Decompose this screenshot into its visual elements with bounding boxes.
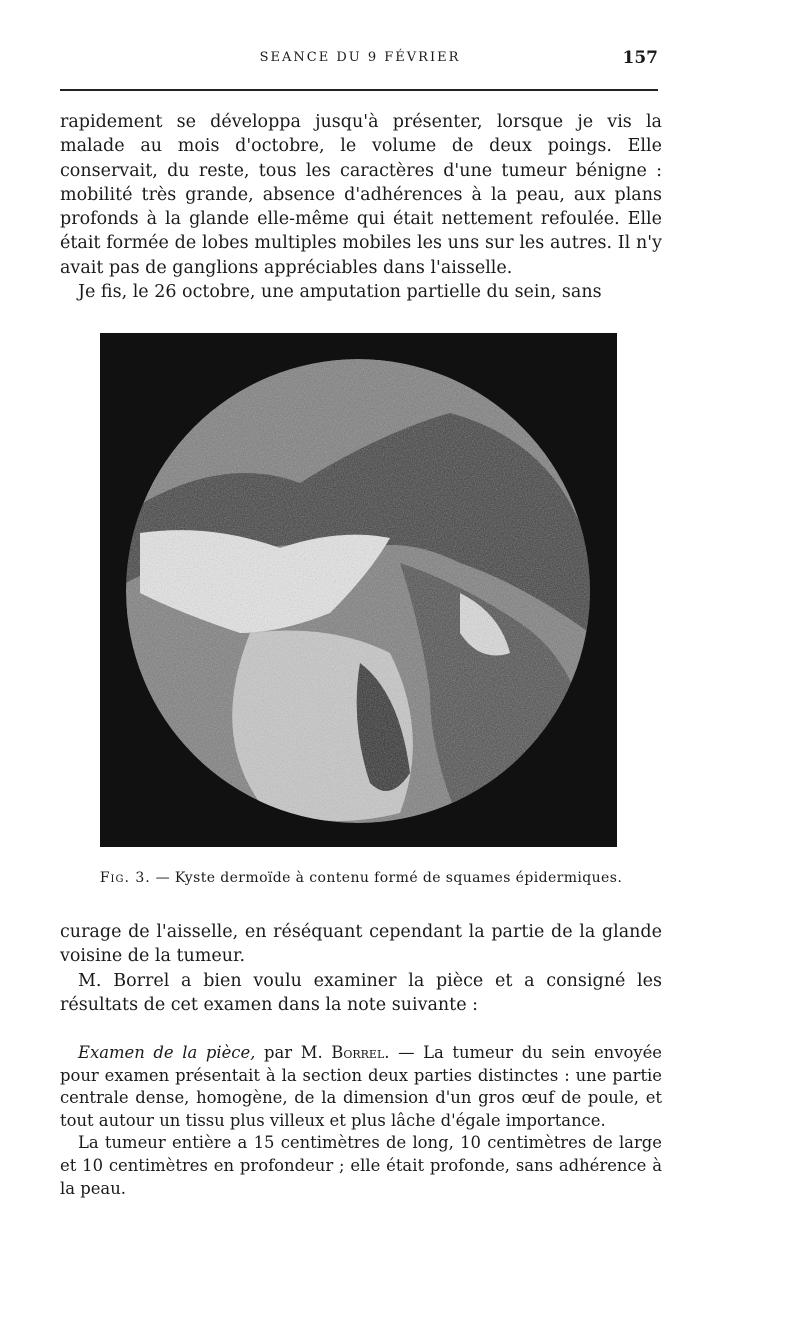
body-text-middle xyxy=(60,920,662,1017)
paragraph-examen xyxy=(60,1042,662,1132)
figure-label: Fig. 3. xyxy=(99,870,151,886)
figure-caption xyxy=(60,870,662,886)
page-header xyxy=(60,48,660,74)
body-text-top xyxy=(60,110,662,304)
page-number: 157 xyxy=(622,48,658,68)
paragraph-borrel-intro: M. Borrel a bien voulu examiner la pièce et a consigné les résultats de cet examen dans la note suivante : xyxy=(60,970,662,1015)
examen-author: Borrel xyxy=(331,1043,385,1062)
paragraph-tumor-description: rapidement se développa jusqu'à présenter, lorsque je vis la malade au mois d'octobre, le volume de deux poings. Elle conservait, du reste, tous les caractères d'une tumeur bénigne : mobilité très grande, absence d'adhérences à la peau, aux plans profonds à la glande elle-même qui était nettement refoulée. Elle était formée de lobes multiples mobiles les uns sur les autres. Il n'y avait pas de ganglions appréciables dans l'aisselle. xyxy=(60,112,662,278)
examen-title: Examen de la pièce, xyxy=(78,1043,256,1062)
figure-caption-text: — Kyste dermoïde à contenu formé de squames épidermiques. xyxy=(150,870,623,886)
running-head: SEANCE DU 9 FÉVRIER xyxy=(259,50,461,65)
figure-micrograph xyxy=(100,333,617,847)
examen-par: par M. xyxy=(255,1043,332,1062)
micrograph-image xyxy=(100,333,617,847)
examen-text: . — La tumeur du sein envoyée pour examen présentait à la section deux parties distinctes : une partie centrale dense, homogène, de la dimension d'un gros œuf de poule, et tout autour un tissu plus villeux et plus lâche d'égale importance. xyxy=(60,1043,662,1130)
paragraph-operation: Je fis, le 26 octobre, une amputation partielle du sein, sans xyxy=(78,282,602,303)
header-rule xyxy=(60,89,658,91)
paragraph-dimensions: La tumeur entière a 15 centimètres de long, 10 centimètres de large et 10 centimètres en profondeur ; elle était profonde, sans adhérence à la peau. xyxy=(60,1133,662,1198)
note-examination xyxy=(60,1042,662,1200)
paragraph-curage: curage de l'aisselle, en réséquant cependant la partie de la glande voisine de la tumeur. xyxy=(60,922,662,967)
